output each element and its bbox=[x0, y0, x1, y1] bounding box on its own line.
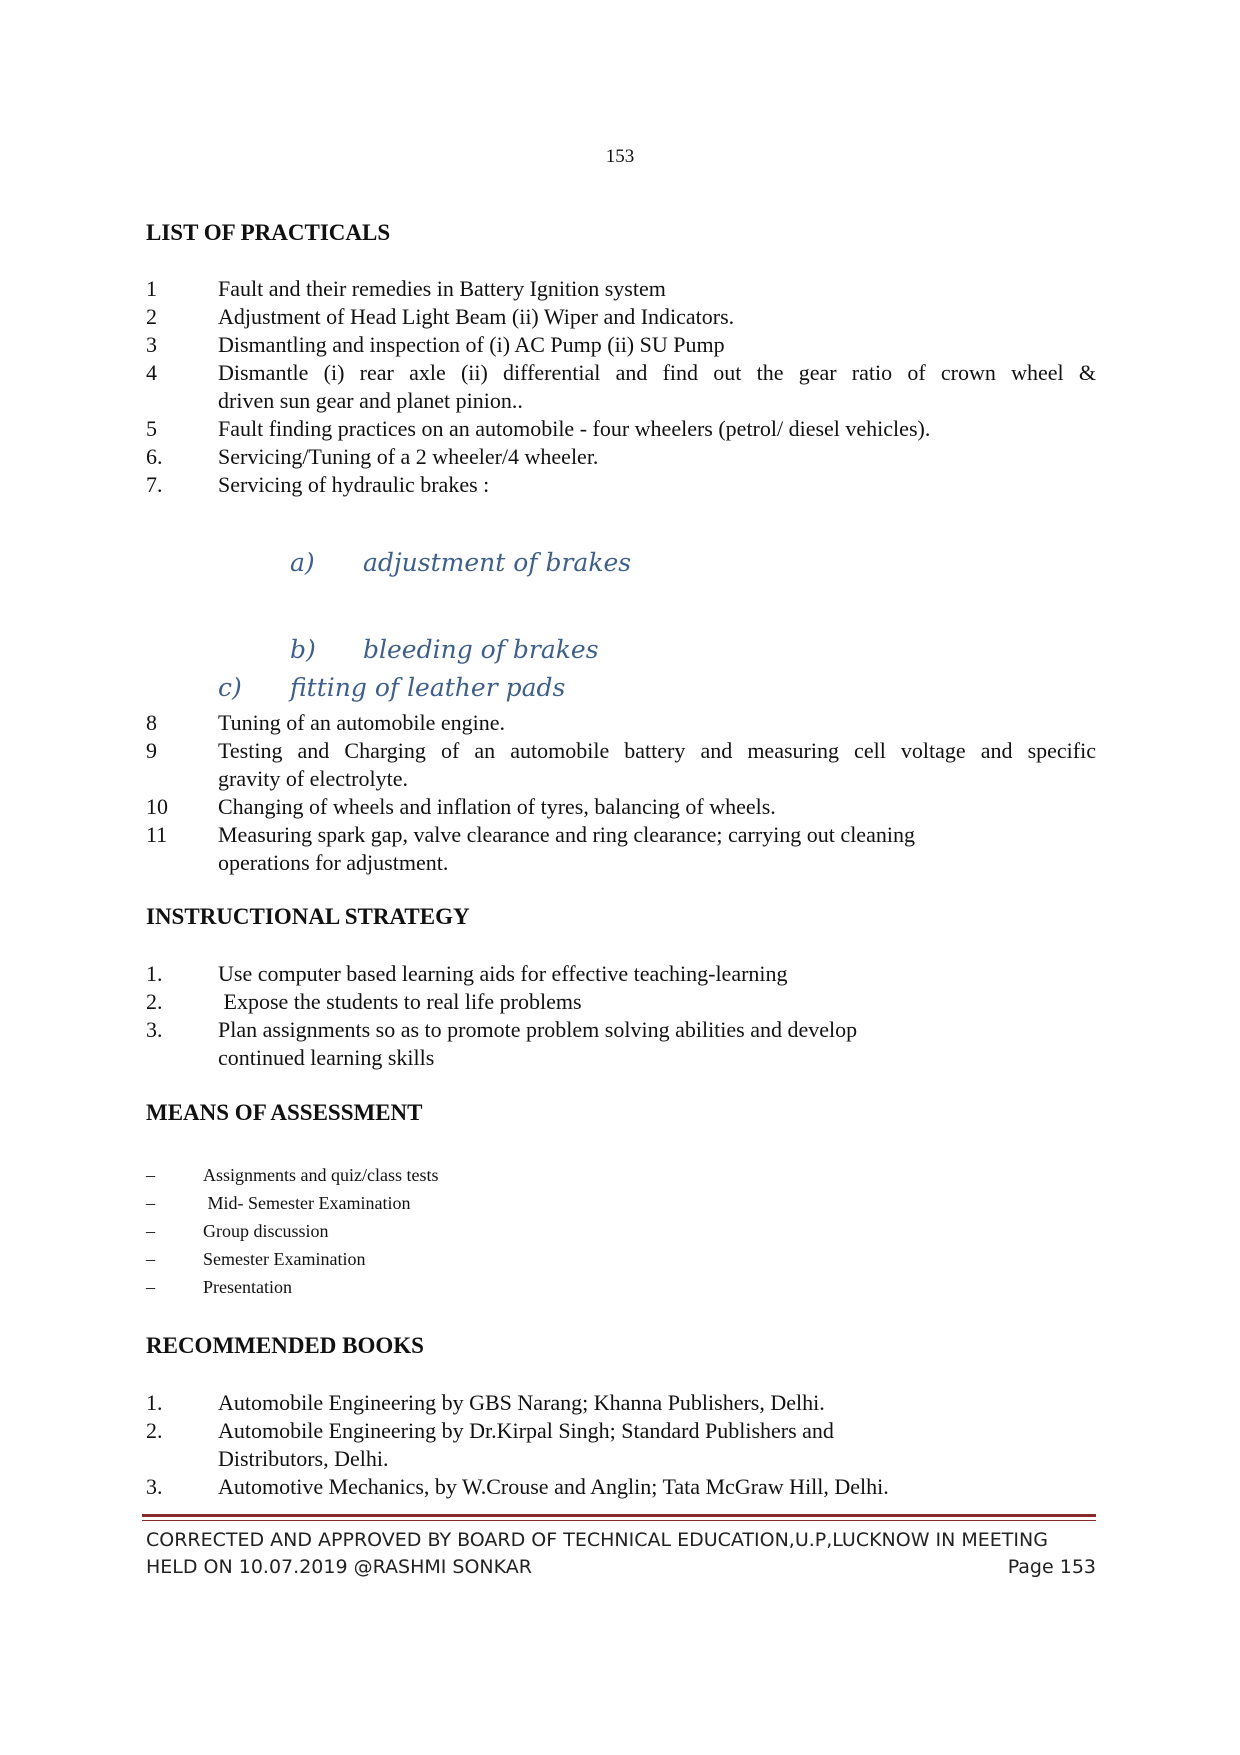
sub-item-label: b) bbox=[290, 635, 316, 664]
item-text: Fault and their remedies in Battery Ignition system bbox=[218, 276, 666, 301]
item-number: 11 bbox=[146, 822, 168, 847]
sub-item-label: a) bbox=[290, 548, 315, 577]
item-text-line1: Testing and Charging of an automobile battery and measuring cell voltage and specific bbox=[218, 738, 1096, 763]
item-number: 2 bbox=[146, 304, 157, 329]
section-heading-practicals: LIST OF PRACTICALS bbox=[146, 220, 391, 245]
section-heading-strategy: INSTRUCTIONAL STRATEGY bbox=[146, 904, 470, 929]
item-text: Tuning of an automobile engine. bbox=[218, 710, 505, 735]
bullet-text: Mid- Semester Examination bbox=[203, 1193, 411, 1213]
section-heading-assessment: MEANS OF ASSESSMENT bbox=[146, 1100, 423, 1125]
item-text: Automobile Engineering by GBS Narang; Khanna Publishers, Delhi. bbox=[218, 1390, 825, 1415]
page-number: 153 bbox=[605, 146, 635, 167]
item-text: Servicing of hydraulic brakes : bbox=[218, 472, 490, 497]
item-text-line2: operations for adjustment. bbox=[218, 850, 449, 875]
item-text-line1: Automobile Engineering by Dr.Kirpal Singh; Standard Publishers and bbox=[218, 1418, 834, 1443]
item-text: Automotive Mechanics, by W.Crouse and Anglin; Tata McGraw Hill, Delhi. bbox=[218, 1474, 889, 1499]
footer-page-number: Page 153 bbox=[1007, 1556, 1096, 1578]
footer-line1: CORRECTED AND APPROVED BY BOARD OF TECHNICAL EDUCATION,U.P,LUCKNOW IN MEETING bbox=[146, 1529, 1048, 1551]
item-number: 1. bbox=[146, 961, 163, 986]
footer bbox=[146, 1527, 1096, 1581]
item-number: 3. bbox=[146, 1474, 163, 1499]
item-text: Expose the students to real life problems bbox=[218, 989, 582, 1014]
item-text: Changing of wheels and inflation of tyres, balancing of wheels. bbox=[218, 794, 776, 819]
item-text-line2: gravity of electrolyte. bbox=[218, 766, 408, 791]
list-item bbox=[146, 359, 1096, 415]
bullet-dash: – bbox=[146, 1249, 155, 1269]
bullet-text: Assignments and quiz/class tests bbox=[203, 1165, 439, 1185]
item-text: Servicing/Tuning of a 2 wheeler/4 wheeler. bbox=[218, 444, 599, 469]
list-item bbox=[146, 821, 1096, 877]
item-text-line2: Distributors, Delhi. bbox=[218, 1446, 389, 1471]
bullet-text: Presentation bbox=[203, 1277, 292, 1297]
list-item bbox=[146, 737, 1096, 793]
bullet-dash: – bbox=[146, 1193, 155, 1213]
footer-rule-thick bbox=[142, 1514, 1096, 1517]
list-item bbox=[146, 1417, 1096, 1473]
footer-line2: HELD ON 10.07.2019 @RASHMI SONKAR bbox=[146, 1556, 532, 1578]
item-number: 3. bbox=[146, 1017, 163, 1042]
item-text-line1: Plan assignments so as to promote problem solving abilities and develop bbox=[218, 1017, 858, 1042]
item-text-line1: Dismantle (i) rear axle (ii) differential and find out the gear ratio of crown wheel & bbox=[218, 360, 1096, 385]
sub-item-text: adjustment of brakes bbox=[363, 548, 632, 577]
bullet-dash: – bbox=[146, 1221, 155, 1241]
item-number: 1. bbox=[146, 1390, 163, 1415]
bullet-text: Semester Examination bbox=[203, 1249, 366, 1269]
item-text-line1: Measuring spark gap, valve clearance and ring clearance; carrying out cleaning bbox=[218, 822, 915, 847]
item-number: 4 bbox=[146, 360, 157, 385]
item-number: 10 bbox=[146, 794, 168, 819]
sub-item-text: bleeding of brakes bbox=[363, 635, 599, 664]
item-text: Fault finding practices on an automobile - four wheelers (petrol/ diesel vehicles). bbox=[218, 416, 931, 441]
footer-rule-thin bbox=[142, 1520, 1096, 1521]
item-number: 5 bbox=[146, 416, 157, 441]
item-number: 9 bbox=[146, 738, 157, 763]
item-number: 6. bbox=[146, 444, 163, 469]
item-text: Use computer based learning aids for effective teaching-learning bbox=[218, 961, 788, 986]
bullet-text: Group discussion bbox=[203, 1221, 329, 1241]
section-heading-books: RECOMMENDED BOOKS bbox=[146, 1333, 424, 1358]
bullet-dash: – bbox=[146, 1277, 155, 1297]
item-number: 8 bbox=[146, 710, 157, 735]
list-item bbox=[146, 1016, 1096, 1072]
item-text: Adjustment of Head Light Beam (ii) Wiper and Indicators. bbox=[218, 304, 735, 329]
item-text-line2: continued learning skills bbox=[218, 1045, 435, 1070]
item-number: 3 bbox=[146, 332, 157, 357]
sub-item-text: fitting of leather pads bbox=[290, 673, 566, 702]
item-number: 2. bbox=[146, 1418, 163, 1443]
item-number: 7. bbox=[146, 472, 163, 497]
item-number: 2. bbox=[146, 989, 163, 1014]
item-number: 1 bbox=[146, 276, 157, 301]
item-text: Dismantling and inspection of (i) AC Pump (ii) SU Pump bbox=[218, 332, 725, 357]
item-text-line2: driven sun gear and planet pinion.. bbox=[218, 388, 523, 413]
sub-item-label: c) bbox=[218, 673, 242, 702]
bullet-dash: – bbox=[146, 1165, 155, 1185]
